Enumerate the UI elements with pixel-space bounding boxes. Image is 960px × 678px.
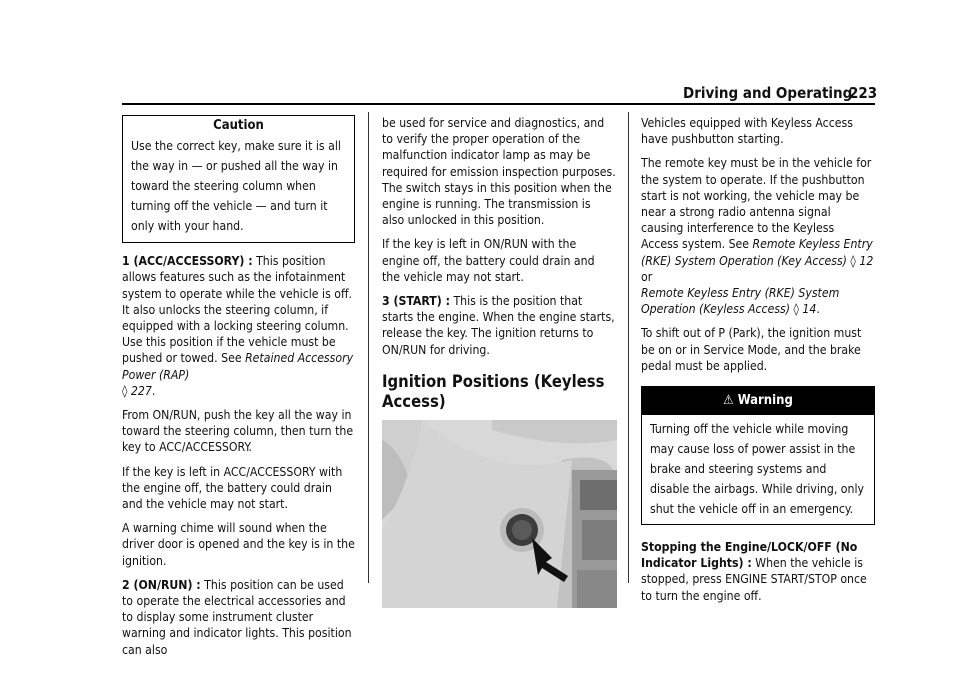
column-2: [382, 115, 616, 608]
caution-box: [122, 115, 355, 243]
acc-text: This position allows features such as the infotainment system to operate while the vehicle is off. It also unlocks the steering column, if equipped with a locking steering column. Use this position if the vehicle must be pushed or towed. See: [122, 254, 353, 366]
column-3: [641, 115, 875, 612]
paragraph: To shift out of P (Park), the ignition must be on or in Service Mode, and the brake pedal must be applied.: [641, 326, 862, 373]
page-reference-icon: ◊: [122, 383, 131, 398]
acc-paragraph: 1 (ACC/ACCESSORY) : This position allows features such as the infotainment system to operate while the vehicle is off. It also unlocks the steering column, if equipped with a locking steering column. Use this position if the vehicle must be pushed or towed. See Retained Accessory Power (RAP) ◊ 227.: [122, 254, 354, 398]
rke-keyless-access-link[interactable]: Remote Keyless Entry (RKE) System Operation (Keyless Access): [641, 286, 840, 317]
remote-key-paragraph: The remote key must be in the vehicle for the system to operate. If the pushbutton start is not working, the vehicle may be near a strong radio antenna signal causing interference to the Keyless Access system. See Remote Keyless Entry (RKE) System Operation (Key Access) ◊ 12 or Remote Keyless Entry (RKE) System Operation (Keyless Access) ◊ 14.: [641, 156, 874, 317]
rke-key-access-link[interactable]: Remote Keyless Entry (RKE) System Operation (Key Access): [641, 237, 873, 268]
on-run-paragraph: [122, 577, 355, 658]
caution-title: Caution: [213, 118, 264, 133]
rke-key-access-page-link[interactable]: 12: [859, 253, 874, 268]
rke-keyless-access-page-link[interactable]: 14: [802, 302, 817, 317]
warning-text: Turning off the vehicle while moving may cause loss of power assist in the brake and steering systems and disable the airbags. While driving, only shut the vehicle off in an emergency.: [650, 422, 864, 517]
paragraph: If the key is left in ON/RUN with the engine off, the battery could drain and the vehicle may not start.: [382, 237, 595, 284]
warning-box: [641, 386, 875, 525]
start-label: 3 (START) :: [382, 294, 450, 309]
page-number: 223: [849, 84, 878, 102]
column-1: [122, 115, 355, 666]
section-heading: Ignition Positions (Keyless Access): [382, 371, 605, 411]
warning-header: [642, 387, 874, 415]
section-title: Driving and Operating: [683, 84, 853, 102]
stop-paragraph: [641, 539, 875, 604]
stop-label: Stopping the Engine/LOCK/OFF (No Indicator Lights) :: [641, 540, 858, 571]
warning-triangle-icon: ⚠: [723, 393, 738, 409]
rap-page-link[interactable]: 227: [130, 383, 152, 398]
on-run-text: This position can be used to operate the electrical accessories and to display some instrument cluster warning and indicator lights. This position can also: [122, 577, 352, 657]
paragraph: Vehicles equipped with Keyless Access have pushbutton starting.: [641, 116, 853, 147]
paragraph: be used for service and diagnostics, and to verify the proper operation of the malfunction indicator lamp as may be required for emission inspection purposes. The switch stays in this position when the engine is running. The transmission is also unlocked in this position.: [382, 116, 616, 228]
start-text: This is the position that starts the engine. When the engine starts, release the key. The ignition returns to ON/RUN for driving.: [382, 294, 615, 357]
paragraph: From ON/RUN, push the key all the way in toward the steering column, then turn the key to ACC/ACCESSORY.: [122, 408, 354, 455]
warning-title: Warning: [737, 393, 793, 409]
page-reference-icon: ◊: [790, 302, 803, 317]
header-rule: [122, 103, 875, 105]
caution-text: Use the correct key, make sure it is all the way in — or pushed all the way in toward the steering column when turning off the vehicle — and turn it only with your hand.: [131, 139, 341, 234]
stop-text: When the vehicle is stopped, press ENGINE START/STOP once to turn the engine off.: [641, 556, 867, 603]
ignition-button-photo: [382, 420, 617, 608]
rap-link[interactable]: Retained Accessory Power (RAP): [122, 351, 354, 382]
page-reference-icon: ◊: [846, 253, 860, 268]
paragraph: If the key is left in ACC/ACCESSORY with the engine off, the battery could drain and the vehicle may not start.: [122, 464, 343, 512]
start-paragraph: [382, 293, 616, 358]
paragraph: A warning chime will sound when the driver door is opened and the key is in the ignition.: [122, 521, 355, 568]
on-run-label: 2 (ON/RUN) :: [122, 577, 201, 592]
column-divider-2: [628, 112, 629, 583]
acc-label: 1 (ACC/ACCESSORY) :: [122, 254, 253, 269]
column-divider-1: [368, 112, 369, 583]
